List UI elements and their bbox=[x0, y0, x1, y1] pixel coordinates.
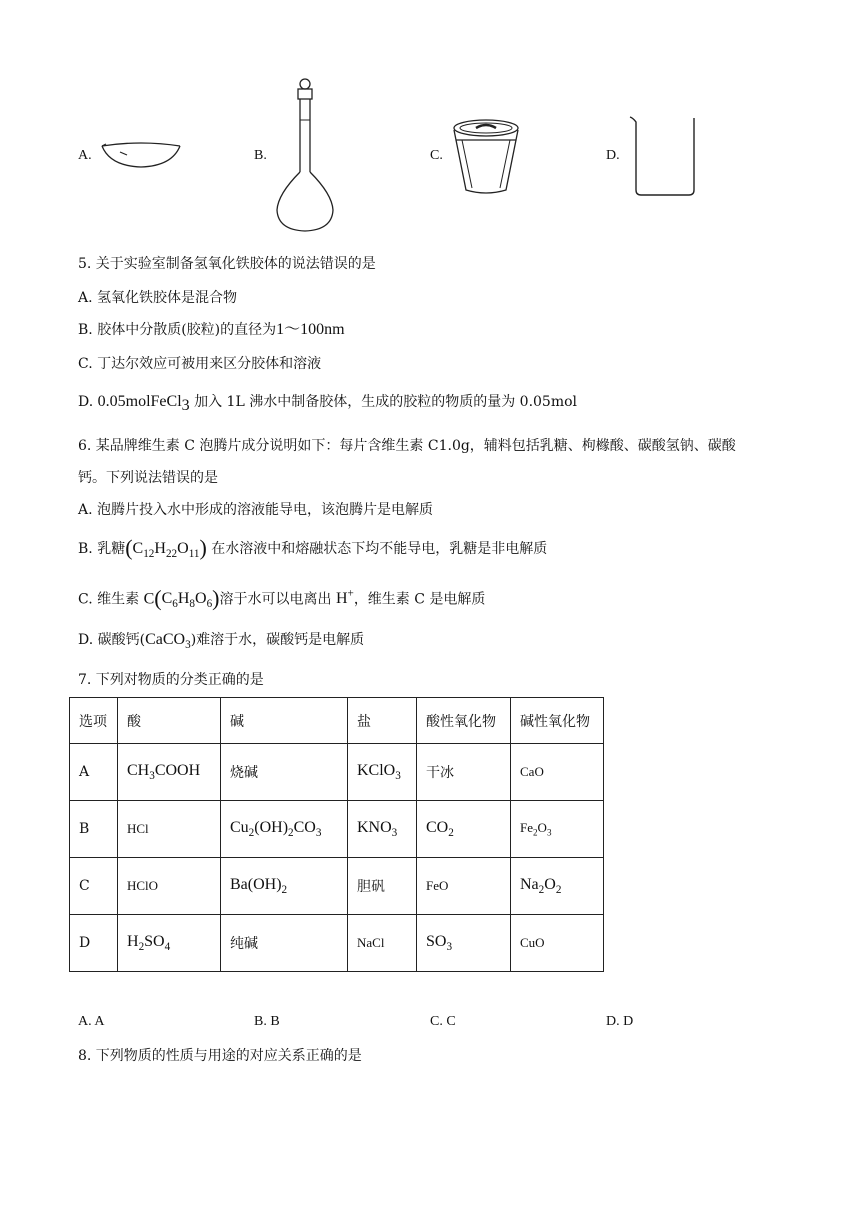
cell-acidic-oxide: $SO_3$ bbox=[417, 915, 511, 972]
beaker-icon bbox=[628, 114, 698, 198]
q6-option-d: D. 碳酸钙(CaCO$_3$)难溶于水，碳酸钙是电解质 bbox=[78, 631, 365, 652]
evaporating-dish-icon bbox=[100, 136, 182, 170]
row-option: B bbox=[70, 801, 118, 858]
cell-acid: HClO bbox=[118, 858, 221, 915]
cell-salt: KClO$_3$ bbox=[348, 744, 417, 801]
cell-salt: NaCl bbox=[348, 915, 417, 972]
cell-acidic-oxide: 干冰 bbox=[417, 744, 511, 801]
table-row bbox=[70, 858, 604, 915]
cell-basic-oxide: CuO bbox=[511, 915, 604, 972]
table-row bbox=[70, 801, 604, 858]
header-option: 选项 bbox=[70, 698, 118, 744]
cell-basic-oxide: $Fe_2O_3$ bbox=[511, 801, 604, 858]
q7-answer-c: C. C bbox=[430, 1014, 456, 1029]
cell-acidic-oxide: $CO_2$ bbox=[417, 801, 511, 858]
q5-option-c: C. 丁达尔效应可被用来区分胶体和溶液 bbox=[78, 356, 322, 372]
cell-acid: HCl bbox=[118, 801, 221, 858]
option-c-label: C. bbox=[430, 148, 443, 163]
row-option: D bbox=[70, 915, 118, 972]
cell-acid: $CH_3COOH$ bbox=[118, 744, 221, 801]
q8-stem: 8. 下列物质的性质与用途的对应关系正确的是 bbox=[78, 1048, 362, 1064]
header-basic-oxide: 碱性氧化物 bbox=[511, 698, 604, 744]
cell-base: $Cu_2(OH)_2CO_3$ bbox=[221, 801, 348, 858]
table-row bbox=[70, 744, 604, 801]
cell-base: $Ba(OH)_2$ bbox=[221, 858, 348, 915]
q6-option-a: A. 泡腾片投入水中形成的溶液能导电，该泡腾片是电解质 bbox=[78, 502, 434, 518]
q6-option-b: B. 乳糖$(C_{12}H_{22}O_{11})$ 在水溶液中和熔融状态下均不能导电，乳糖是非电解质 bbox=[78, 535, 548, 561]
cell-basic-oxide: CaO bbox=[511, 744, 604, 801]
q7-answer-a: A. A bbox=[78, 1014, 105, 1029]
table-header-row bbox=[70, 698, 604, 744]
q5-option-a: A. 氢氧化铁胶体是混合物 bbox=[78, 290, 238, 306]
cell-acid: $H_2SO_4$ bbox=[118, 915, 221, 972]
header-acid: 酸 bbox=[118, 698, 221, 744]
option-b-label: B. bbox=[254, 148, 267, 163]
cell-base: 烧碱 bbox=[221, 744, 348, 801]
row-option: A bbox=[70, 744, 118, 801]
cell-acidic-oxide: FeO bbox=[417, 858, 511, 915]
q5-stem: 5. 关于实验室制备氢氧化铁胶体的说法错误的是 bbox=[78, 256, 376, 272]
q6-option-c: C. 维生素 $C(C_6H_8O_6)$溶于水可以电离出 H+，维生素 C 是电解质 bbox=[78, 585, 486, 611]
classification-table bbox=[69, 697, 604, 972]
q7-stem: 7. 下列对物质的分类正确的是 bbox=[78, 672, 264, 688]
option-d-label: D. bbox=[606, 148, 620, 163]
header-acidic-oxide: 酸性氧化物 bbox=[417, 698, 511, 744]
header-salt: 盐 bbox=[348, 698, 417, 744]
table-row bbox=[70, 915, 604, 972]
q7-answer-d: D. D bbox=[606, 1014, 634, 1029]
volumetric-flask-icon bbox=[272, 76, 338, 234]
header-base: 碱 bbox=[221, 698, 348, 744]
q6-stem-line2: 钙。下列说法错误的是 bbox=[78, 470, 218, 486]
cell-basic-oxide: $Na_2O_2$ bbox=[511, 858, 604, 915]
q5-option-b: B. 胶体中分散质(胶粒)的直径为1～100nm bbox=[78, 321, 345, 338]
q5-option-d: D. 0.05molFeCl$_3$ 加入 1L 沸水中制备胶体，生成的胶粒的物质的量为 0.05mol bbox=[78, 393, 578, 414]
q7-answer-b: B. B bbox=[254, 1014, 280, 1029]
cell-base: 纯碱 bbox=[221, 915, 348, 972]
q6-stem-line1: 6. 某品牌维生素 C 泡腾片成分说明如下：每片含维生素 C1.0g，辅料包括乳糖、枸橼酸、碳酸氢钠、碳酸 bbox=[78, 438, 736, 454]
crucible-icon bbox=[450, 118, 522, 196]
row-option: C bbox=[70, 858, 118, 915]
cell-salt: $KNO_3$ bbox=[348, 801, 417, 858]
cell-salt: 胆矾 bbox=[348, 858, 417, 915]
option-a-label: A. bbox=[78, 148, 92, 163]
